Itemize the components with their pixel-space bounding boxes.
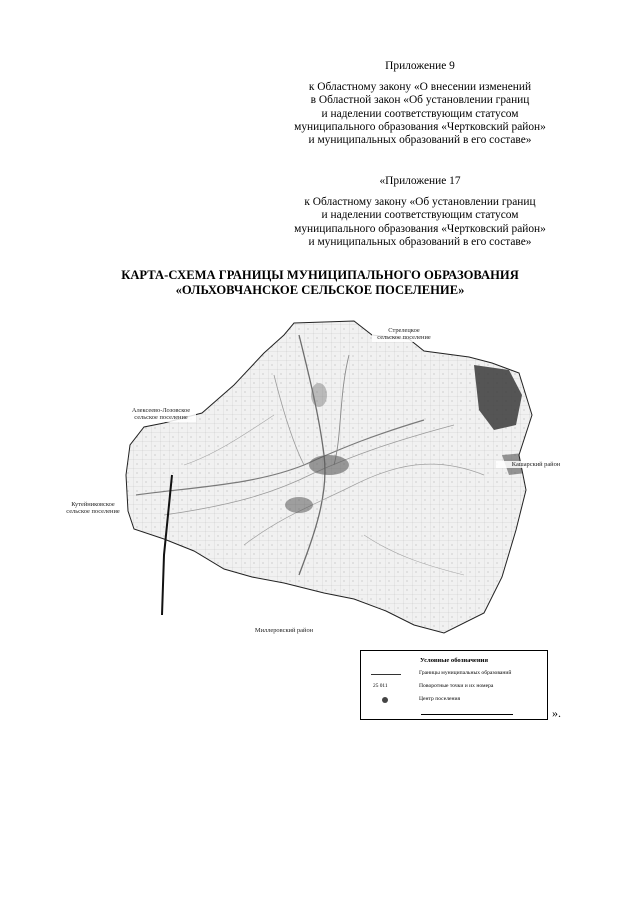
legend-row-center (369, 695, 541, 705)
appendix-9-heading: Приложение 9 (385, 60, 455, 72)
appendix-17-line: муниципального образования «Чертковский район» (294, 222, 546, 235)
title-line-1: КАРТА-СХЕМА ГРАНИЦЫ МУНИЦИПАЛЬНОГО ОБРАЗОВАНИЯ (121, 268, 519, 282)
legend-symbol (369, 695, 405, 705)
legend-symbol (369, 682, 405, 692)
legend-text: Границы муниципальных образований (419, 670, 512, 676)
title-line-2: «ОЛЬХОВЧАНСКОЕ СЕЛЬСКОЕ ПОСЕЛЕНИЕ» (175, 283, 465, 297)
appendix-9-line: в Областной закон «Об установлении границ (310, 94, 530, 107)
boundary-line-icon (371, 674, 401, 675)
legend-text: Поворотные точки и их номера (419, 683, 494, 689)
map-label-line: сельское поселение (66, 508, 120, 516)
legend-underline (421, 714, 513, 715)
map-label-line: Кутейниковское (71, 501, 115, 508)
closing-quote: ». (552, 706, 561, 720)
map-label-line: сельское поселение (377, 334, 431, 342)
map-label-strelets (372, 327, 436, 342)
map-label-kashar: Кашарский район (496, 461, 576, 468)
appendix-17-block (260, 175, 580, 249)
map-label-line: Алексеево-Лозовское (131, 407, 191, 414)
map-label-line: Стрелецкое (388, 327, 420, 334)
document-title (0, 268, 640, 298)
settlement-center-icon (382, 697, 388, 703)
appendix-9-line: и муниципальных образований в его составе» (308, 134, 532, 147)
appendix-9-line: муниципального образования «Чертковский район» (294, 120, 546, 133)
legend-title: Условные обозначения (419, 657, 489, 664)
map-drawing (124, 315, 534, 645)
legend-row-points (369, 682, 541, 692)
appendix-9-line: и наделении соответствующим статусом (321, 107, 519, 120)
map-label-millerovo: Миллеровский район (242, 627, 326, 634)
legend-text: Центр поселения (419, 696, 461, 702)
map-label-kuteinikov (60, 501, 126, 516)
map-label-line: сельское поселение (134, 414, 188, 422)
appendix-17-heading: «Приложение 17 (379, 175, 461, 187)
appendix-17-line: и наделении соответствующим статусом (321, 209, 519, 222)
boundary-map (66, 315, 561, 645)
legend-symbol (369, 669, 405, 679)
map-label-alekseevo (126, 407, 196, 422)
turning-point-number: 25 011 (373, 683, 388, 689)
appendix-9-line: к Областному закону «О внесении изменений (308, 81, 532, 94)
legend-row-boundary (369, 669, 541, 679)
appendix-17-line: к Областному закону «Об установлении границ (304, 196, 536, 209)
map-legend (360, 650, 548, 720)
appendix-17-line: и муниципальных образований в его составе» (308, 235, 532, 248)
appendix-9-block (260, 60, 580, 147)
